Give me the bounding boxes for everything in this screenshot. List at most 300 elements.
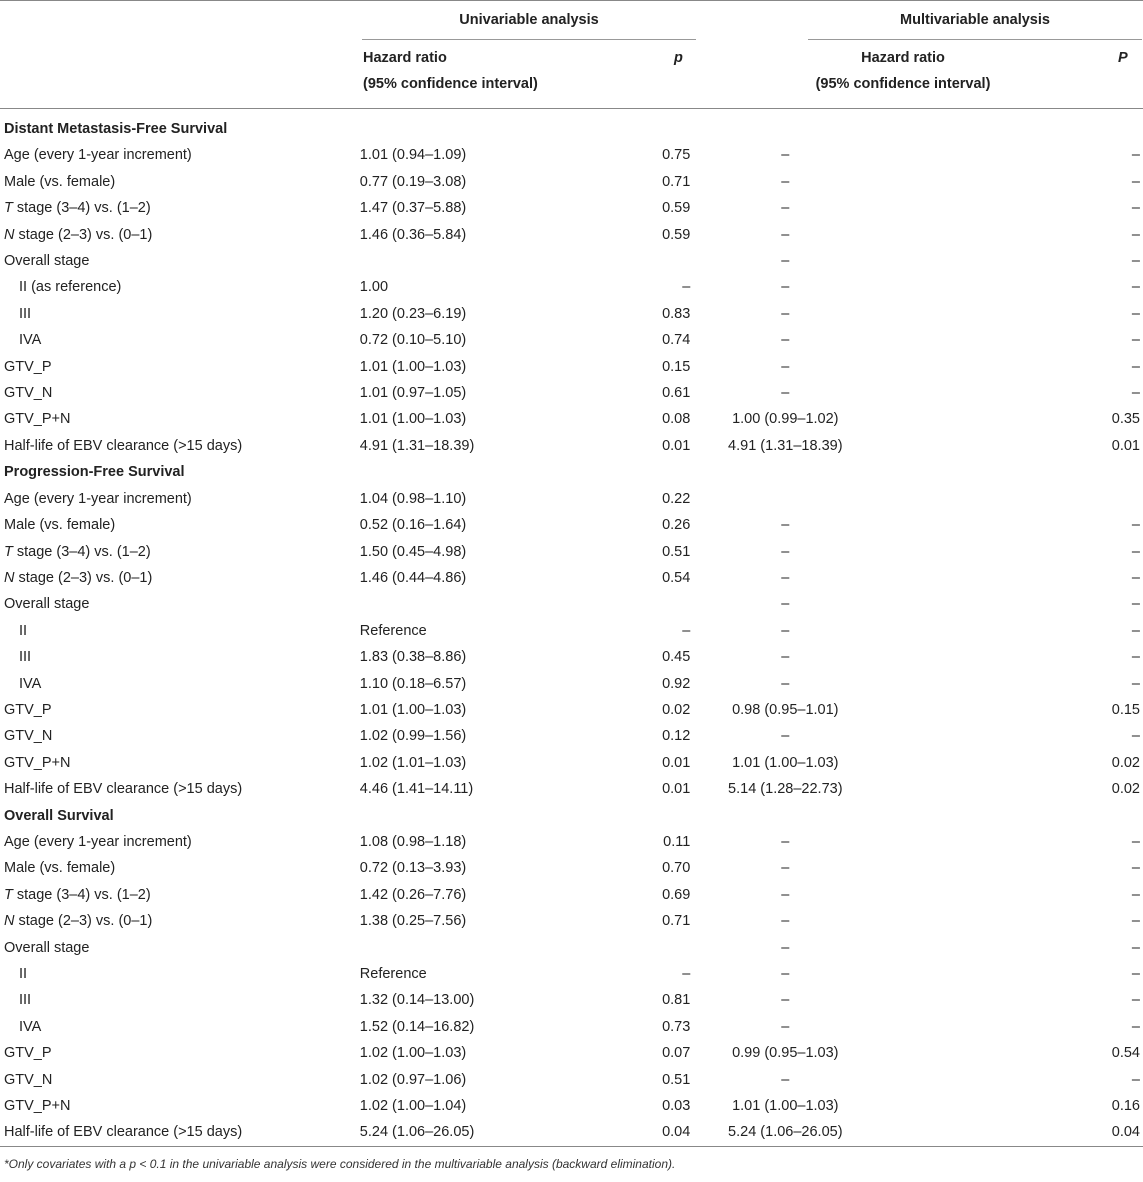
covariate-label bbox=[0, 512, 360, 538]
uni-hazard-ratio: 1.42 (0.26–7.76) bbox=[359, 886, 467, 903]
uni-p-value: 0.61 bbox=[662, 385, 691, 402]
multi-hazard-ratio-cell bbox=[690, 697, 880, 723]
multi-hazard-ratio-cell bbox=[690, 591, 880, 617]
uni-p-value bbox=[627, 116, 690, 142]
covariate-label bbox=[0, 961, 360, 987]
multi-hazard-ratio-cell bbox=[690, 222, 880, 248]
multi-hazard-ratio-cell bbox=[690, 354, 880, 380]
multi-hazard-ratio: – bbox=[781, 886, 790, 903]
covariate-text: Progression-Free Survival bbox=[4, 464, 185, 481]
uni-p-value: 0.73 bbox=[662, 1018, 691, 1035]
multivariable-header: Multivariable analysis bbox=[900, 12, 1050, 28]
multi-p-value: 0.04 bbox=[1111, 1124, 1140, 1141]
multi-p-value: – bbox=[1131, 385, 1140, 402]
multi-hazard-ratio: – bbox=[781, 543, 790, 560]
multi-p-value: – bbox=[1131, 147, 1140, 164]
multi-hazard-ratio-cell bbox=[690, 406, 880, 432]
multi-hazard-ratio: – bbox=[781, 279, 790, 296]
multi-hazard-ratio-cell bbox=[690, 512, 880, 538]
table-row bbox=[0, 222, 1143, 248]
multi-p-value bbox=[880, 459, 1143, 485]
multi-hazard-ratio: 1.01 (1.00–1.03) bbox=[732, 754, 839, 771]
uni-p-value: – bbox=[682, 279, 691, 296]
uni-p-value: 0.59 bbox=[662, 226, 691, 243]
multi-p-value: 0.15 bbox=[1111, 701, 1140, 718]
multi-hazard-ratio: – bbox=[781, 226, 790, 243]
multi-hazard-ratio-cell bbox=[690, 1014, 880, 1040]
covariate-label bbox=[0, 935, 360, 961]
uni-hazard-ratio: 0.72 (0.10–5.10) bbox=[359, 332, 467, 349]
covariate-label bbox=[0, 644, 360, 670]
covariate-label bbox=[0, 803, 360, 829]
multi-hazard-ratio: – bbox=[781, 569, 790, 586]
multi-p-value: – bbox=[1131, 992, 1140, 1009]
uni-hazard-ratio: Reference bbox=[359, 622, 427, 639]
covariate-label bbox=[0, 327, 360, 353]
covariate-label bbox=[0, 433, 360, 459]
table-row bbox=[0, 961, 1143, 987]
multi-hazard-ratio-cell bbox=[690, 142, 880, 168]
uni-hazard-ratio: 1.00 bbox=[359, 279, 389, 296]
covariate-label bbox=[0, 142, 360, 168]
multi-hazard-ratio: 1.00 (0.99–1.02) bbox=[732, 411, 839, 428]
covariate-label bbox=[0, 723, 360, 749]
univariable-span-rule bbox=[362, 39, 696, 40]
multi-hazard-ratio-cell bbox=[690, 671, 880, 697]
uni-hazard-ratio bbox=[360, 248, 627, 274]
covariate-text: II (as reference) bbox=[19, 279, 122, 296]
multi-hazard-ratio: 5.14 (1.28–22.73) bbox=[728, 781, 843, 798]
uni-p-value: 0.71 bbox=[662, 173, 691, 190]
table-row bbox=[0, 1067, 1143, 1093]
covariate-text: GTV_N bbox=[4, 385, 53, 402]
uni-p-value: 0.22 bbox=[662, 490, 691, 507]
multi-hazard-ratio-cell bbox=[690, 195, 880, 221]
uni-p-value: 0.83 bbox=[662, 305, 691, 322]
multi-hazard-ratio-cell bbox=[690, 776, 880, 802]
multi-hazard-ratio-cell bbox=[690, 750, 880, 776]
multi-hazard-ratio-cell bbox=[690, 433, 880, 459]
multi-hazard-ratio: – bbox=[781, 675, 790, 692]
multi-hazard-ratio: – bbox=[781, 596, 790, 613]
covariate-label bbox=[0, 987, 360, 1013]
table-row bbox=[0, 142, 1143, 168]
multi-hazard-ratio-header: Hazard ratio bbox=[861, 50, 945, 66]
uni-hazard-ratio: 1.02 (1.00–1.04) bbox=[359, 1098, 467, 1115]
covariate-text: Overall stage bbox=[4, 596, 90, 613]
uni-p-value: 0.59 bbox=[662, 200, 691, 217]
multi-hazard-ratio: 4.91 (1.31–18.39) bbox=[728, 437, 843, 454]
multi-hazard-ratio-cell bbox=[690, 618, 880, 644]
covariate-text: Age (every 1-year increment) bbox=[4, 490, 192, 507]
multi-hazard-ratio: 0.99 (0.95–1.03) bbox=[732, 1045, 839, 1062]
multi-hazard-ratio-cell bbox=[690, 539, 880, 565]
uni-p-value bbox=[627, 248, 690, 274]
covariate-label bbox=[0, 908, 360, 934]
uni-p-value: 0.15 bbox=[662, 358, 691, 375]
covariate-text: Distant Metastasis-Free Survival bbox=[4, 121, 228, 137]
uni-hazard-ratio: 1.02 (0.99–1.56) bbox=[359, 728, 467, 745]
uni-hazard-ratio bbox=[360, 591, 627, 617]
table-row bbox=[0, 248, 1143, 274]
multi-p-value: – bbox=[1131, 305, 1140, 322]
covariate-label bbox=[0, 750, 360, 776]
covariate-text: IVA bbox=[19, 675, 42, 692]
covariate-text: stage (3–4) vs. (1–2) bbox=[12, 886, 151, 903]
uni-hazard-ratio: 1.02 (0.97–1.06) bbox=[359, 1071, 467, 1088]
multi-p-header: P bbox=[1118, 50, 1128, 66]
table-row bbox=[0, 1014, 1143, 1040]
multi-p-value: – bbox=[1131, 173, 1140, 190]
covariate-text: Male (vs. female) bbox=[4, 517, 116, 534]
uni-p-value: 0.02 bbox=[662, 701, 691, 718]
multi-p-value: 0.02 bbox=[1111, 781, 1140, 798]
multi-hazard-ratio: – bbox=[781, 966, 790, 982]
multi-p-value: 0.02 bbox=[1111, 754, 1140, 771]
uni-p-value: 0.45 bbox=[662, 649, 691, 666]
uni-hazard-ratio: 1.83 (0.38–8.86) bbox=[359, 649, 467, 666]
multi-p-value: – bbox=[1131, 596, 1140, 613]
uni-p-value: 0.92 bbox=[662, 675, 691, 692]
multi-hazard-ratio-cell bbox=[690, 908, 880, 934]
multi-hazard-ratio: 0.98 (0.95–1.01) bbox=[732, 701, 839, 718]
uni-hazard-ratio: 0.52 (0.16–1.64) bbox=[359, 517, 467, 534]
section-row bbox=[0, 459, 1143, 485]
covariate-label bbox=[0, 539, 360, 565]
uni-p-value: 0.51 bbox=[662, 543, 691, 560]
table-row bbox=[0, 829, 1143, 855]
stage-letter: T bbox=[4, 200, 13, 217]
table-row bbox=[0, 591, 1143, 617]
multi-hazard-ratio-cell bbox=[690, 1040, 880, 1066]
uni-p-value bbox=[627, 803, 690, 829]
multi-hazard-ratio: – bbox=[781, 622, 790, 639]
covariate-text: IVA bbox=[19, 1018, 42, 1035]
multi-hazard-ratio-cell bbox=[690, 274, 880, 300]
covariate-label bbox=[0, 380, 360, 406]
uni-p-value: 0.71 bbox=[662, 913, 691, 930]
uni-p-value: 0.70 bbox=[662, 860, 691, 877]
multi-ci-header: (95% confidence interval) bbox=[815, 76, 991, 92]
multi-p-value: – bbox=[1131, 253, 1140, 270]
multi-p-value: – bbox=[1131, 543, 1140, 560]
multi-hazard-ratio-cell bbox=[690, 882, 880, 908]
covariate-label bbox=[0, 169, 360, 195]
covariate-text: GTV_P bbox=[4, 701, 52, 718]
stage-letter: T bbox=[4, 886, 13, 903]
covariate-text: II bbox=[19, 622, 28, 639]
covariate-label bbox=[0, 697, 360, 723]
uni-hazard-ratio bbox=[360, 116, 627, 142]
covariate-text: III bbox=[19, 992, 32, 1009]
multi-p-value bbox=[880, 486, 1143, 512]
uni-p-value: 0.74 bbox=[662, 332, 691, 349]
multi-hazard-ratio-cell bbox=[690, 935, 880, 961]
covariate-label bbox=[0, 274, 360, 300]
uni-hazard-ratio bbox=[360, 803, 627, 829]
covariate-text: Half-life of EBV clearance (>15 days) bbox=[4, 437, 243, 454]
multi-hazard-ratio: 1.01 (1.00–1.03) bbox=[732, 1098, 839, 1115]
multi-hazard-ratio: – bbox=[781, 913, 790, 930]
covariate-text: Half-life of EBV clearance (>15 days) bbox=[4, 1124, 243, 1141]
multi-hazard-ratio-cell bbox=[690, 803, 880, 829]
section-row bbox=[0, 116, 1143, 142]
covariate-text: GTV_P+N bbox=[4, 1098, 71, 1115]
multi-p-value: – bbox=[1131, 200, 1140, 217]
multi-hazard-ratio-cell bbox=[690, 459, 880, 485]
covariate-label bbox=[0, 116, 360, 142]
bottom-rule bbox=[0, 1146, 1143, 1147]
covariate-label bbox=[0, 565, 360, 591]
multi-p-value: – bbox=[1131, 517, 1140, 534]
covariate-text: Half-life of EBV clearance (>15 days) bbox=[4, 781, 243, 798]
uni-hazard-ratio: 1.02 (1.00–1.03) bbox=[359, 1045, 467, 1062]
covariate-text: III bbox=[19, 649, 32, 666]
multi-p-value: 0.54 bbox=[1111, 1045, 1140, 1062]
uni-p-value: 0.75 bbox=[662, 147, 691, 164]
covariate-label bbox=[0, 618, 360, 644]
multi-p-value: – bbox=[1131, 226, 1140, 243]
covariate-text: Overall stage bbox=[4, 939, 90, 956]
covariate-label bbox=[0, 776, 360, 802]
covariate-label bbox=[0, 486, 360, 512]
uni-hazard-ratio: 1.46 (0.36–5.84) bbox=[359, 226, 467, 243]
table-row bbox=[0, 169, 1143, 195]
table-row bbox=[0, 539, 1143, 565]
uni-hazard-ratio: 1.01 (0.97–1.05) bbox=[359, 385, 467, 402]
stage-letter: N bbox=[4, 226, 15, 243]
table-row bbox=[0, 512, 1143, 538]
table-row bbox=[0, 195, 1143, 221]
multi-hazard-ratio-cell bbox=[690, 644, 880, 670]
multi-hazard-ratio-cell bbox=[690, 1067, 880, 1093]
table-row bbox=[0, 274, 1143, 300]
covariate-text: stage (3–4) vs. (1–2) bbox=[12, 200, 151, 217]
covariate-label bbox=[0, 591, 360, 617]
covariate-label bbox=[0, 354, 360, 380]
uni-hazard-ratio: 1.01 (1.00–1.03) bbox=[359, 701, 467, 718]
uni-p-value bbox=[627, 459, 690, 485]
table-row bbox=[0, 618, 1143, 644]
multi-hazard-ratio: – bbox=[781, 305, 790, 322]
covariate-text: GTV_N bbox=[4, 1071, 53, 1088]
table-row bbox=[0, 908, 1143, 934]
uni-hazard-ratio: 5.24 (1.06–26.05) bbox=[359, 1124, 475, 1141]
covariate-text: GTV_N bbox=[4, 728, 53, 745]
multi-p-value: – bbox=[1131, 728, 1140, 745]
multi-hazard-ratio-cell bbox=[690, 723, 880, 749]
uni-hazard-ratio bbox=[360, 459, 627, 485]
covariate-label bbox=[0, 1067, 360, 1093]
table-row bbox=[0, 882, 1143, 908]
covariate-label bbox=[0, 1119, 360, 1145]
multi-hazard-ratio-cell bbox=[690, 169, 880, 195]
covariate-label bbox=[0, 406, 360, 432]
covariate-text: Age (every 1-year increment) bbox=[4, 833, 192, 850]
multi-hazard-ratio-cell bbox=[690, 961, 880, 987]
uni-p-value: – bbox=[682, 622, 691, 639]
univariable-header: Univariable analysis bbox=[459, 12, 599, 28]
multi-hazard-ratio: – bbox=[781, 649, 790, 666]
table-row bbox=[0, 644, 1143, 670]
table-row bbox=[0, 1119, 1143, 1145]
multi-hazard-ratio-cell bbox=[690, 301, 880, 327]
uni-hazard-ratio: 1.46 (0.44–4.86) bbox=[359, 569, 467, 586]
table-row bbox=[0, 855, 1143, 881]
table-row bbox=[0, 565, 1143, 591]
uni-ci-header: (95% confidence interval) bbox=[363, 76, 538, 92]
uni-p-value: 0.51 bbox=[662, 1071, 691, 1088]
covariate-label bbox=[0, 301, 360, 327]
uni-hazard-ratio: 1.01 (1.00–1.03) bbox=[359, 411, 467, 428]
covariate-text: Overall Survival bbox=[4, 807, 114, 824]
section-row bbox=[0, 803, 1143, 829]
uni-hazard-ratio: 4.91 (1.31–18.39) bbox=[359, 437, 475, 454]
multi-p-value: – bbox=[1131, 649, 1140, 666]
uni-hazard-ratio: 1.02 (1.01–1.03) bbox=[359, 754, 467, 771]
table-row bbox=[0, 1093, 1143, 1119]
uni-p-value: 0.11 bbox=[663, 833, 691, 850]
multi-hazard-ratio: – bbox=[781, 939, 790, 956]
multi-hazard-ratio: – bbox=[781, 860, 790, 877]
uni-hazard-ratio: 1.52 (0.14–16.82) bbox=[359, 1018, 475, 1035]
uni-hazard-ratio: 1.20 (0.23–6.19) bbox=[359, 305, 467, 322]
covariate-label bbox=[0, 248, 360, 274]
multi-hazard-ratio: – bbox=[781, 358, 790, 375]
multi-hazard-ratio-cell bbox=[690, 829, 880, 855]
multi-p-value: – bbox=[1131, 1018, 1140, 1035]
stage-letter: N bbox=[4, 913, 15, 930]
multi-hazard-ratio-cell bbox=[690, 380, 880, 406]
uni-hazard-ratio: 1.32 (0.14–13.00) bbox=[359, 992, 475, 1009]
multi-p-value: – bbox=[1131, 675, 1140, 692]
multi-hazard-ratio-cell bbox=[690, 486, 880, 512]
covariate-text: GTV_P bbox=[4, 358, 52, 375]
top-rule bbox=[0, 0, 1143, 1]
multi-p-value: – bbox=[1131, 1071, 1140, 1088]
uni-hazard-ratio: 1.50 (0.45–4.98) bbox=[359, 543, 467, 560]
covariate-text: GTV_P+N bbox=[4, 411, 71, 428]
multi-p-value: – bbox=[1131, 966, 1140, 982]
multi-p-value: – bbox=[1131, 622, 1140, 639]
multi-p-value: – bbox=[1131, 939, 1140, 956]
uni-p-value: 0.08 bbox=[662, 411, 691, 428]
multi-hazard-ratio: – bbox=[781, 992, 790, 1009]
uni-p-value: 0.01 bbox=[662, 781, 691, 798]
uni-hazard-ratio: 1.01 (0.94–1.09) bbox=[359, 147, 467, 164]
uni-hazard-ratio-header: Hazard ratio bbox=[363, 50, 447, 66]
table-row bbox=[0, 486, 1143, 512]
multi-p-value: – bbox=[1131, 913, 1140, 930]
uni-p-value: 0.03 bbox=[662, 1098, 691, 1115]
uni-hazard-ratio: 0.77 (0.19–3.08) bbox=[359, 173, 467, 190]
table-row bbox=[0, 987, 1143, 1013]
table-row bbox=[0, 1040, 1143, 1066]
multi-hazard-ratio: – bbox=[781, 200, 790, 217]
table-row bbox=[0, 935, 1143, 961]
uni-p-value: 0.04 bbox=[662, 1124, 691, 1141]
uni-hazard-ratio: 1.47 (0.37–5.88) bbox=[359, 200, 467, 217]
multi-p-value: 0.01 bbox=[1111, 437, 1140, 454]
covariate-text: Overall stage bbox=[4, 253, 90, 270]
covariate-label bbox=[0, 829, 360, 855]
multi-hazard-ratio-cell bbox=[690, 565, 880, 591]
table-row bbox=[0, 354, 1143, 380]
multi-hazard-ratio: – bbox=[781, 1071, 790, 1088]
multi-p-value: – bbox=[1131, 860, 1140, 877]
covariate-label bbox=[0, 222, 360, 248]
covariate-text: stage (3–4) vs. (1–2) bbox=[12, 543, 151, 560]
covariate-label bbox=[0, 195, 360, 221]
uni-p-value: 0.54 bbox=[662, 569, 691, 586]
uni-p-header: p bbox=[674, 50, 683, 66]
footnote: *Only covariates with a p < 0.1 in the univariable analysis were considered in the multivariable analysis (backward elimination). bbox=[4, 1157, 676, 1171]
multi-p-value bbox=[880, 116, 1143, 142]
covariate-text: stage (2–3) vs. (0–1) bbox=[14, 226, 153, 243]
results-table bbox=[0, 116, 1143, 1146]
table-row bbox=[0, 776, 1143, 802]
multi-p-value: – bbox=[1131, 279, 1140, 296]
table-row bbox=[0, 301, 1143, 327]
multi-p-value: – bbox=[1131, 569, 1140, 586]
multi-hazard-ratio-cell bbox=[690, 1093, 880, 1119]
covariate-text: stage (2–3) vs. (0–1) bbox=[14, 913, 153, 930]
multi-p-value: – bbox=[1131, 358, 1140, 375]
multi-hazard-ratio: – bbox=[781, 173, 790, 190]
multi-hazard-ratio: – bbox=[781, 728, 790, 745]
covariate-label bbox=[0, 671, 360, 697]
multi-p-value: – bbox=[1131, 833, 1140, 850]
multi-hazard-ratio-cell bbox=[690, 987, 880, 1013]
multi-hazard-ratio: – bbox=[781, 833, 790, 850]
covariate-text: Male (vs. female) bbox=[4, 860, 116, 877]
uni-hazard-ratio: 0.72 (0.13–3.93) bbox=[359, 860, 467, 877]
uni-p-value: – bbox=[682, 966, 691, 982]
uni-p-value: 0.01 bbox=[662, 437, 691, 454]
uni-p-value: 0.69 bbox=[662, 886, 691, 903]
stage-letter: N bbox=[4, 569, 15, 586]
multi-hazard-ratio-cell bbox=[690, 855, 880, 881]
multi-hazard-ratio-cell bbox=[690, 1119, 880, 1145]
multi-hazard-ratio: – bbox=[781, 517, 790, 534]
multi-hazard-ratio: 5.24 (1.06–26.05) bbox=[728, 1124, 843, 1141]
table-row bbox=[0, 697, 1143, 723]
covariate-label bbox=[0, 459, 360, 485]
covariate-label bbox=[0, 1040, 360, 1066]
uni-hazard-ratio: 1.01 (1.00–1.03) bbox=[359, 358, 467, 375]
uni-hazard-ratio: 4.46 (1.41–14.11) bbox=[359, 781, 474, 798]
multi-hazard-ratio: – bbox=[781, 253, 790, 270]
uni-p-value: 0.07 bbox=[662, 1045, 691, 1062]
uni-hazard-ratio bbox=[360, 935, 627, 961]
header-rule bbox=[0, 108, 1143, 109]
covariate-text: stage (2–3) vs. (0–1) bbox=[14, 569, 153, 586]
table-row bbox=[0, 723, 1143, 749]
covariate-label bbox=[0, 1014, 360, 1040]
multi-hazard-ratio: – bbox=[781, 1018, 790, 1035]
covariate-label bbox=[0, 1093, 360, 1119]
multi-p-value bbox=[880, 803, 1143, 829]
uni-p-value bbox=[627, 591, 690, 617]
uni-hazard-ratio: 1.08 (0.98–1.18) bbox=[359, 833, 467, 850]
uni-p-value: 0.12 bbox=[662, 728, 691, 745]
multi-hazard-ratio: – bbox=[781, 147, 790, 164]
table-row bbox=[0, 380, 1143, 406]
uni-hazard-ratio: 1.38 (0.25–7.56) bbox=[359, 913, 467, 930]
covariate-text: GTV_P bbox=[4, 1045, 52, 1062]
multi-hazard-ratio: – bbox=[781, 332, 790, 349]
multi-hazard-ratio-cell bbox=[690, 327, 880, 353]
